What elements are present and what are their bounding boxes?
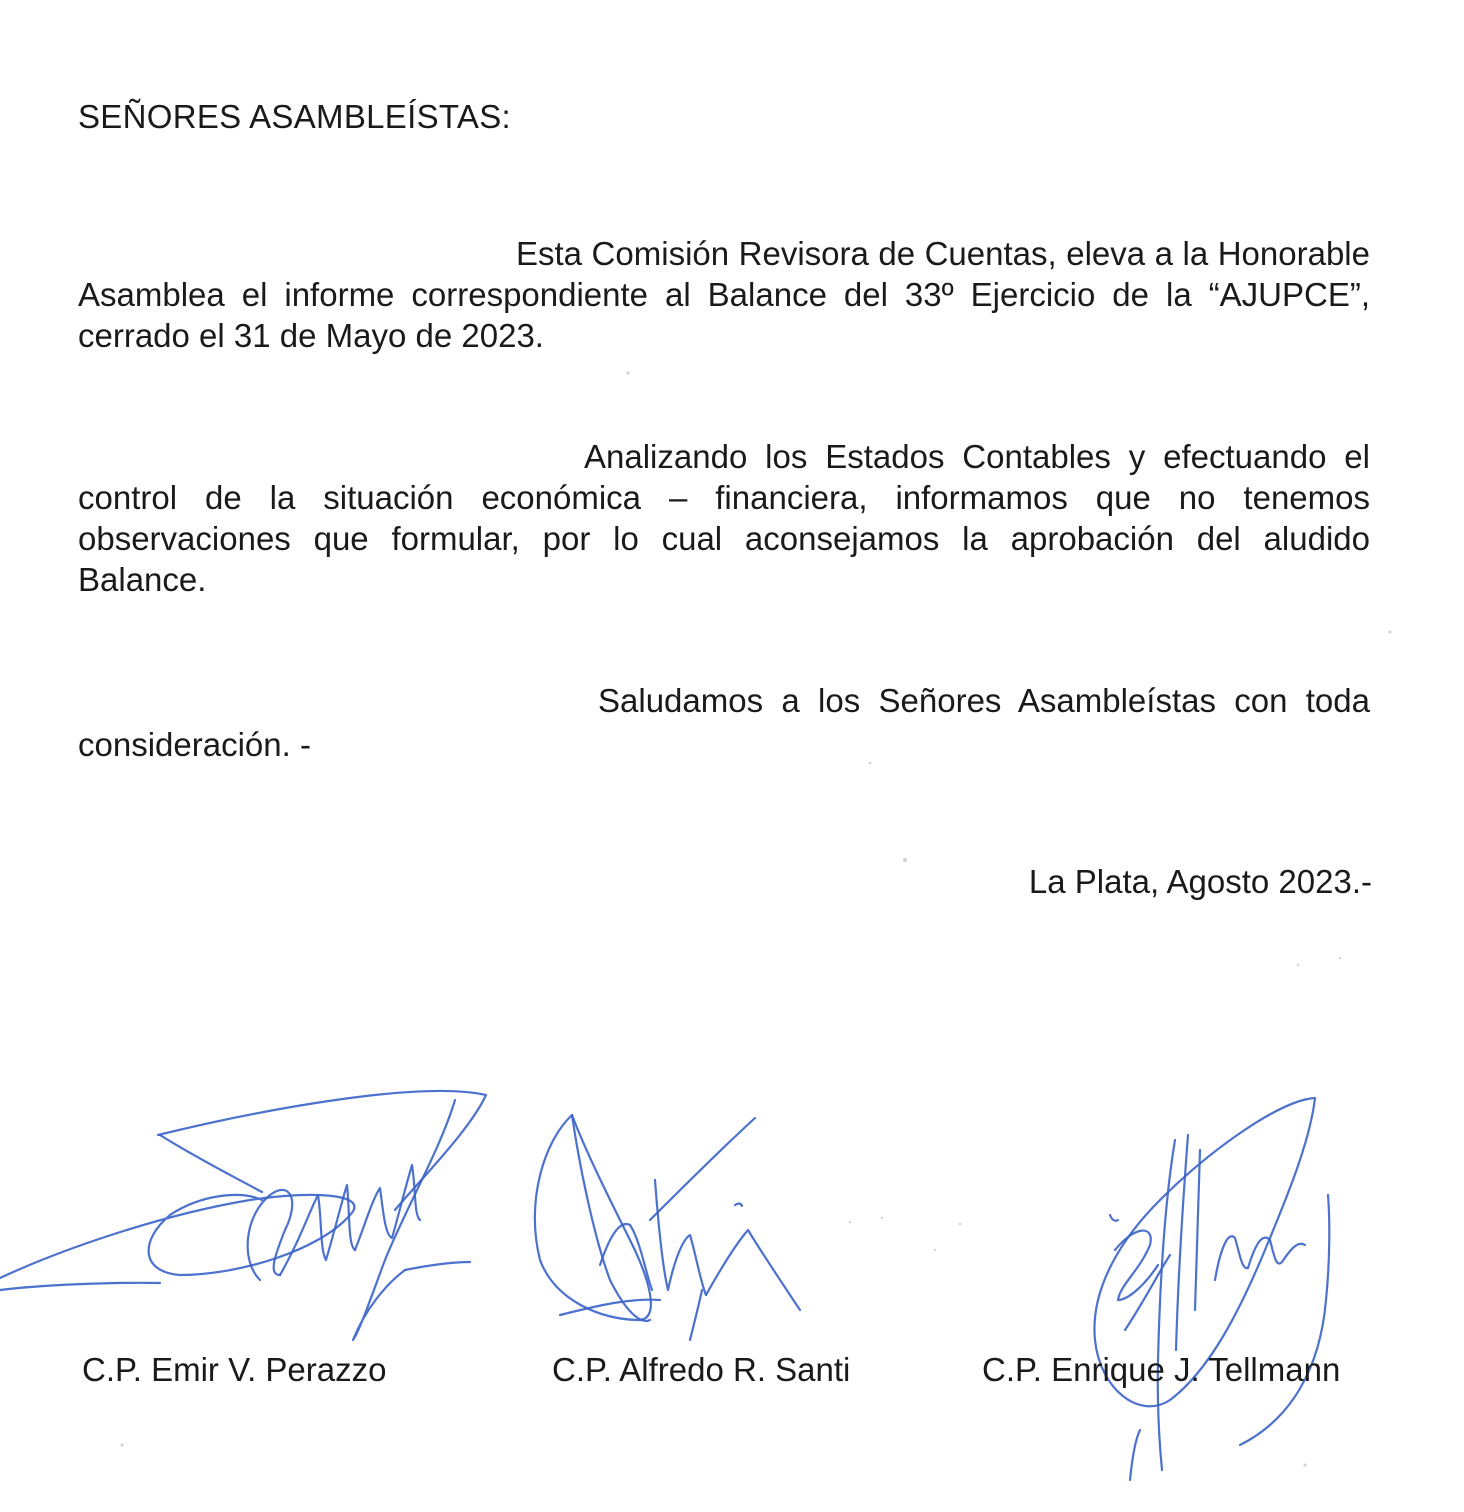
salutation: SEÑORES ASAMBLEÍSTAS:	[78, 98, 511, 135]
signatory-name: C.P. Emir V. Perazzo	[82, 1351, 387, 1388]
place-and-date: La Plata, Agosto 2023.-	[1028, 863, 1372, 900]
signatory-name: C.P. Enrique J. Tellmann	[982, 1351, 1341, 1388]
signatory-name: C.P. Alfredo R. Santi	[552, 1351, 851, 1388]
paragraph-analysis: Analizando los Estados Contables y efectuando el control de la situación económica – financiera, informamos que no tenemos observaciones que formular, por lo cual aconsejamos la aprobación del aludido Balance.	[78, 438, 1370, 598]
paragraph-report: Esta Comisión Revisora de Cuentas, eleva a la Honorable Asamblea el informe correspondiente al Balance del 33º Ejercicio de la “AJUPCE”, cerrado el 31 de Mayo de 2023.	[78, 235, 1370, 354]
paragraph-closing: Saludamos a los Señores Asambleístas con toda consideración. -	[78, 682, 1370, 763]
